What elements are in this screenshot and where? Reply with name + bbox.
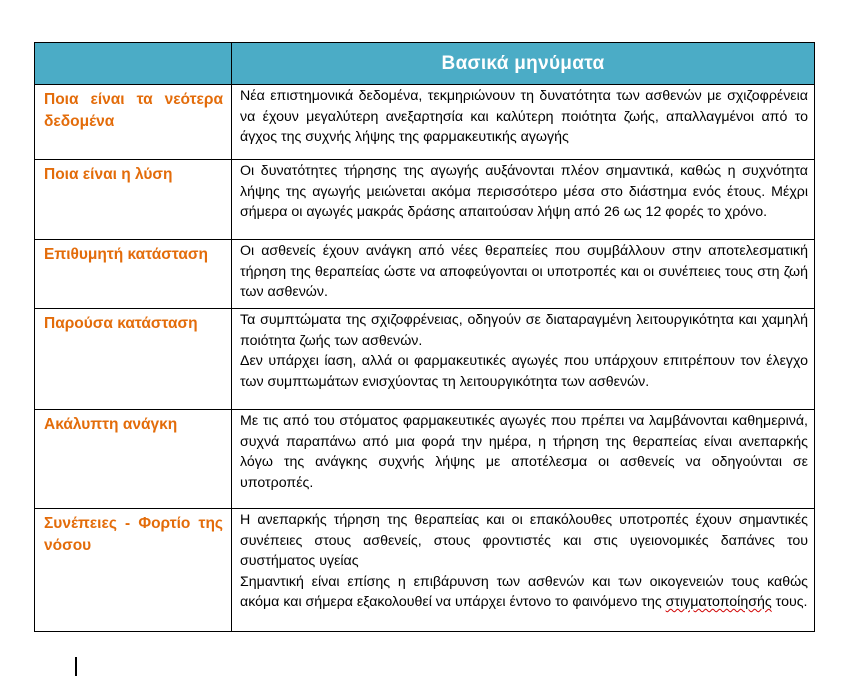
- row-label: Παρούσα κατάσταση: [35, 309, 232, 410]
- spellcheck-marked-word[interactable]: στιγματοποίησής: [665, 594, 772, 610]
- paragraph-tail: τους.: [771, 594, 808, 610]
- row-text: [232, 410, 815, 509]
- row-paragraph: Οι δυνατότητες τήρησης της αγωγής αυξάνονται πλέον σημαντικά, καθώς η συχνότητα λήψης της αγωγής μειώνεται ακόμα περισσότερο μέσα στο διάστημα ενός έτους. Μέχρι σήμερα οι αγωγές μακράς δράσης απαιτούσαν λήψη από 26 ως 12 φορές το χρόνο.: [240, 163, 808, 220]
- row-paragraph: Τα συμπτώματα της σχιζοφρένειας, οδηγούν σε διαταραγμένη λειτουργικότητα και χαμηλή ποιότητα ζωής των ασθενών.: [240, 312, 808, 349]
- table-row: [35, 509, 815, 632]
- row-paragraph: Νέα επιστημονικά δεδομένα, τεκμηριώνουν τη δυνατότητα των ασθενών με σχιζοφρένεια να έχουν μεγαλύτερη ανεξαρτησία και καλύτερη ποιότητα ζωής, απαλλαγμένοι από το άγχος της συχνής λήψης της φαρμακευτικής αγωγής: [240, 88, 808, 145]
- table-row: [35, 309, 815, 410]
- key-messages-table: [34, 42, 815, 632]
- row-text: [232, 309, 815, 410]
- table-header-row: [35, 43, 815, 85]
- row-label: Ποια είναι τα νεότερα δεδομένα: [35, 85, 232, 160]
- header-empty-cell: [35, 43, 232, 85]
- table-row: [35, 240, 815, 309]
- row-label: Συνέπειες - Φορτίο της νόσου: [35, 509, 232, 632]
- row-paragraph: Οι ασθενείς έχουν ανάγκη από νέες θεραπείες που συμβάλλουν στην αποτελεσματική τήρηση της θεραπείας ώστε να αποφεύγονται οι υποτροπές και οι συνέπειες τους στη ζωή των ασθενών.: [240, 243, 808, 300]
- row-label: Ποια είναι η λύση: [35, 160, 232, 240]
- row-paragraph: Δεν υπάρχει ίαση, αλλά οι φαρμακευτικές αγωγές που υπάρχουν επιτρέπουν τον έλεγχο των συμπτωμάτων ενισχύοντας τη λειτουργικότητα των ασθενών.: [240, 353, 808, 390]
- row-text: [232, 509, 815, 632]
- row-label: Επιθυμητή κατάσταση: [35, 240, 232, 309]
- row-paragraph: Η ανεπαρκής τήρηση της θεραπείας και οι επακόλουθες υποτροπές έχουν σημαντικές συνέπειες στους ασθενείς, στους φροντιστές και στις υγειονομικές δαπάνες του συστήματος υγείας: [240, 512, 808, 569]
- row-text: [232, 160, 815, 240]
- table-header-title: Βασικά μηνύματα: [232, 43, 815, 85]
- text-cursor: [75, 657, 77, 676]
- table-row: [35, 160, 815, 240]
- row-text: [232, 85, 815, 160]
- table-row: [35, 410, 815, 509]
- row-paragraph: Με τις από του στόματος φαρμακευτικές αγωγές που πρέπει να λαμβάνονται καθημερινά, συχνά παραπάνω από μια φορά την ημέρα, η τήρηση της θεραπείας είναι ανεπαρκής λόγω της ανάγκης συχνής λήψης με αποτέλεσμα οι ασθενείς να οδηγούνται σε υποτροπές.: [240, 413, 808, 491]
- row-label: Ακάλυπτη ανάγκη: [35, 410, 232, 509]
- table-row: [35, 85, 815, 160]
- row-paragraph: [240, 572, 808, 613]
- paragraph-text: Σημαντική είναι επίσης η επιβάρυνση των ασθενών και των οικογενειών τους καθώς ακόμα και σήμερα εξακολουθεί να υπάρχει έντονο το φαινόμενο της: [240, 573, 808, 610]
- row-text: [232, 240, 815, 309]
